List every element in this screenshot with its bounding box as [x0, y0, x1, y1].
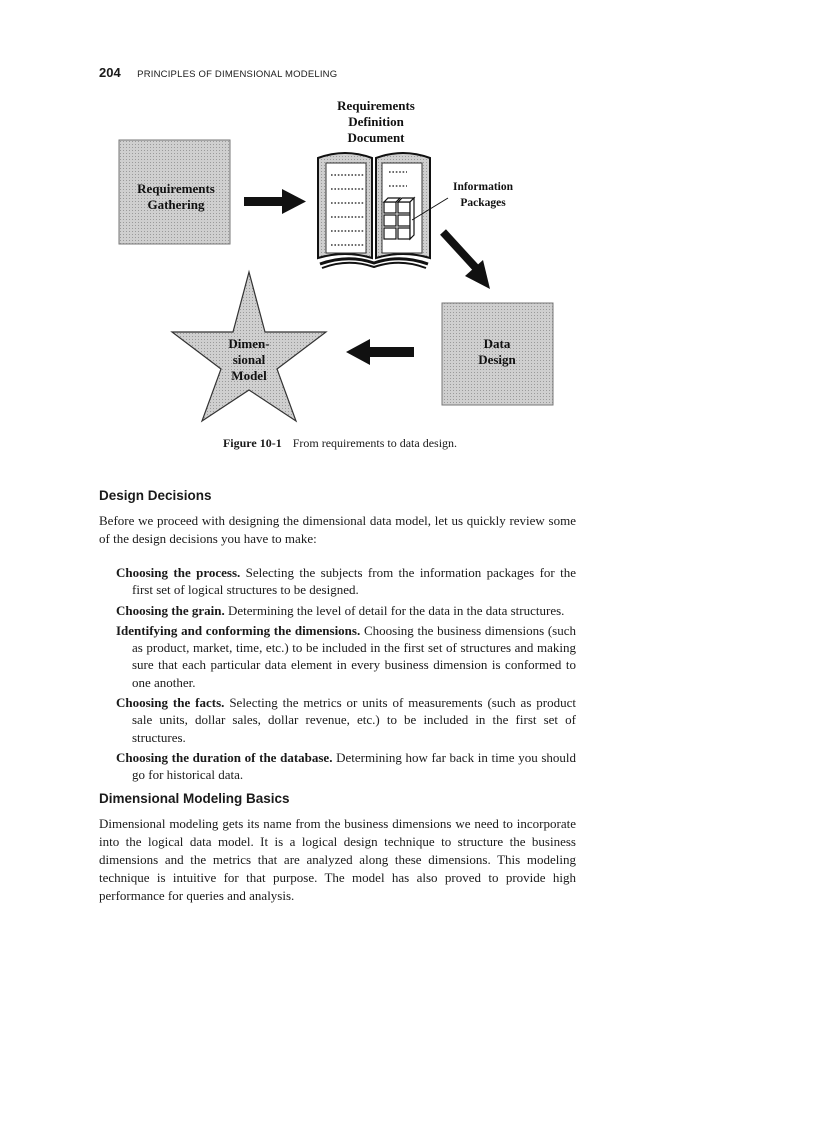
list-item-text: Selecting the metrics or units of measurements (such as product sale units, dollar sales, dollar revenue, etc.) to be included in the first set of structures.	[132, 695, 576, 745]
list-item	[116, 749, 576, 784]
data-design-box	[442, 303, 553, 405]
list-item-text: Determining how far back in time you should go for historical data.	[132, 749, 577, 783]
arrow-left-icon	[346, 339, 414, 365]
arrow-down-right-icon	[443, 232, 490, 289]
list-item-term: Choosing the grain.	[116, 602, 225, 618]
dim-model-line-3: Model	[231, 368, 267, 383]
data-design-line-1: Data	[483, 336, 511, 351]
section-heading-design-decisions: Design Decisions	[99, 488, 212, 503]
data-design-line-2: Design	[478, 352, 516, 367]
figure-10-1	[0, 0, 816, 470]
list-item-term: Choosing the duration of the database.	[116, 749, 333, 765]
list-item	[116, 622, 576, 691]
list-item-text: Selecting the subjects from the information packages for the first set of logical structures to be designed.	[132, 565, 576, 598]
page-number: 204	[99, 65, 121, 80]
list-item	[116, 602, 576, 619]
figure-diagram	[0, 0, 816, 470]
list-item	[116, 694, 576, 746]
book-title-line-1: Requirements	[337, 98, 415, 113]
figure-caption	[0, 436, 680, 451]
list-item-text: Choosing the business dimensions (such as product, market, time, etc.) to be included in the first set of structures and making sure that each particular data element in every business dimension is conformed to one another.	[132, 622, 577, 690]
info-packages-line-1: Information	[452, 181, 514, 193]
running-title: PRINCIPLES OF DIMENSIONAL MODELING	[137, 69, 338, 80]
arrow-right-icon	[244, 189, 306, 214]
dimensional-modeling-paragraph: Dimensional modeling gets its name from the business dimensions we need to incorporate into the logical data model. It is a logical design technique to structure the business dimensions and the metrics that are analyzed along these dimensions. This modeling technique is intuitive for that purpose. The model has also proved to provide high performance for queries and analysis.	[99, 816, 576, 903]
book-title-line-3: Document	[347, 130, 405, 145]
dim-model-line-2: sional	[232, 352, 266, 367]
req-gathering-line-2: Gathering	[147, 197, 205, 212]
dim-model-line-1: Dimen-	[228, 336, 270, 351]
list-item	[116, 564, 576, 599]
requirements-gathering-box	[119, 140, 230, 244]
design-decisions-list	[116, 564, 576, 787]
design-decisions-intro: Before we proceed with designing the dimensional data model, let us quickly review some of the design decisions you have to make:	[99, 513, 576, 546]
dimensional-model-star	[172, 272, 326, 421]
figure-caption-text: From requirements to data design.	[292, 436, 458, 450]
list-item-text: Determining the level of detail for the data in the data structures.	[227, 602, 565, 618]
list-item-term: Choosing the process.	[116, 565, 241, 580]
book-title-line-2: Definition	[348, 114, 404, 129]
info-packages-line-2: Packages	[460, 197, 506, 209]
section-heading-dimensional-modeling-basics: Dimensional Modeling Basics	[99, 791, 290, 806]
figure-caption-label: Figure 10-1	[222, 436, 282, 450]
book-icon	[318, 153, 448, 268]
list-item-term: Choosing the facts.	[116, 695, 225, 711]
list-item-term: Identifying and conforming the dimensions.	[116, 622, 361, 638]
req-gathering-line-1: Requirements	[137, 181, 215, 196]
